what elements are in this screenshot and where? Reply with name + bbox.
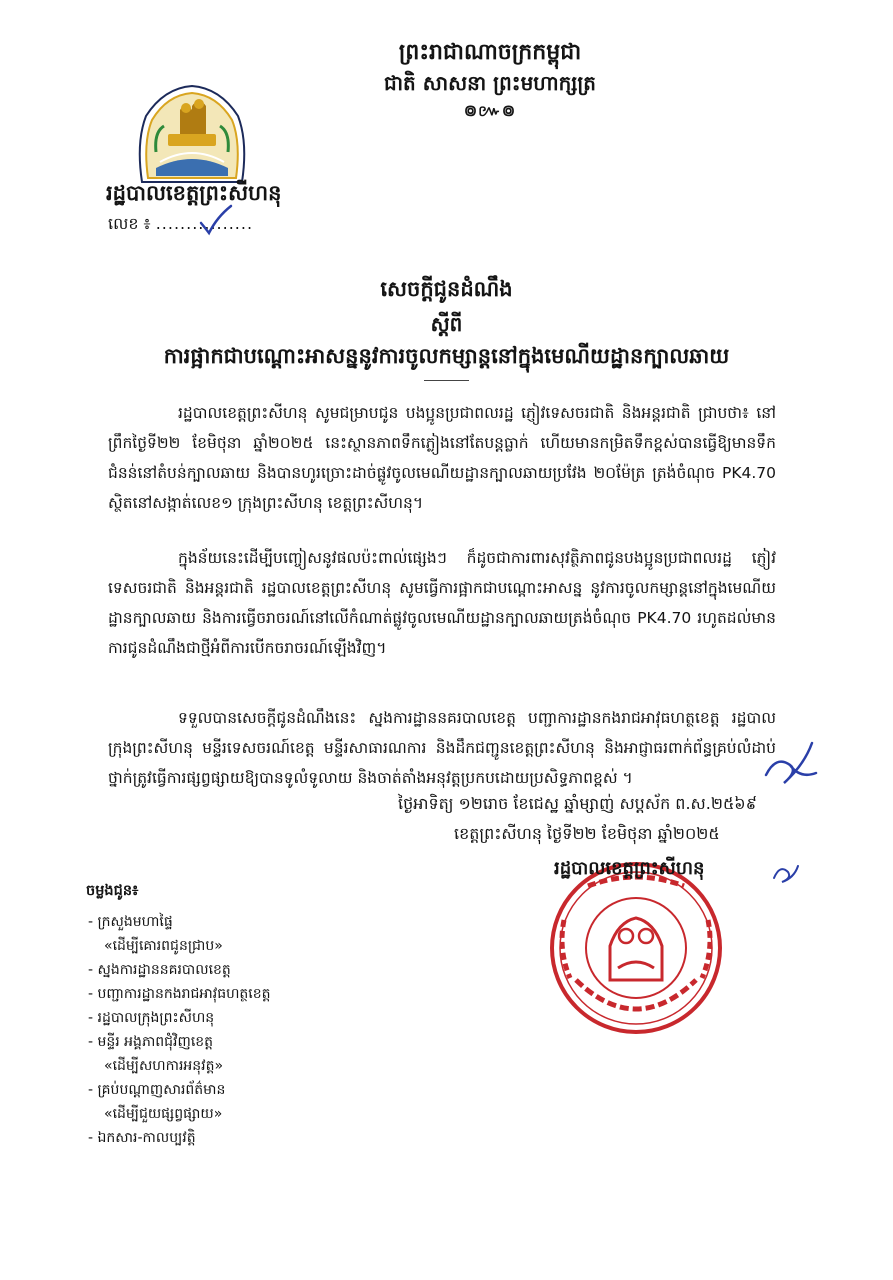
cc-item: - ឯកសារ-កាលប្បវត្តិ	[88, 1130, 196, 1146]
official-seal-icon	[548, 860, 724, 1036]
provincial-emblem-icon	[134, 82, 250, 186]
cc-item: - ក្រសួងមហាផ្ទៃ	[88, 914, 173, 930]
lunar-date: ថ្ងៃអាទិត្យ ១២រោច ខែជេស្ឋ ឆ្នាំម្សាញ់ សប្តស័ក ព.ស.២៥៦៩	[398, 794, 757, 813]
body-paragraph-3: ទទួលបានសេចក្តីជូនដំណឹងនេះ ស្នងការដ្ឋាននគរបាលខេត្ត បញ្ជាការដ្ឋានកងរាជអាវុធហត្ថខេត្ត រដ្ឋបាលក្រុងព្រះសីហនុ មន្ទីរទេសចរណ៍ខេត្ត មន្ទីរសាធារណការ និងដឹកជញ្ជូនខេត្តព្រះសីហនុ និងអាជ្ញាធរពាក់ព័ន្ធគ្រប់លំដាប់ថ្នាក់ត្រូវធ្វើការផ្សព្វផ្សាយឱ្យបានទូលំទូលាយ និងចាត់តាំងអនុវត្តប្រកបដោយប្រសិទ្ធភាពខ្ពស់ ។	[108, 709, 776, 787]
cc-heading: ចម្លងជូន៖	[86, 883, 139, 899]
body-paragraph-1: រដ្ឋបាលខេត្តព្រះសីហនុ សូមជម្រាបជូន បងប្អូនប្រជាពលរដ្ឋ ភ្ញៀវទេសចរជាតិ និងអន្តរជាតិ ជ្រាបថា៖ នៅព្រឹកថ្ងៃទី២២ ខែមិថុនា ឆ្នាំ២០២៥ នេះស្ថានភាពទឹកភ្លៀងនៅតែបន្តធ្លាក់ ហើយមានកម្រិតទឹកខ្ពស់បានធ្វើឱ្យមានទឹកជំនន់នៅតំបន់ក្បាលឆាយ និងបានហូរច្រោះដាច់ផ្លូវចូលមេណីយដ្ឋានក្បាលឆាយប្រវែង ២០ម៉ែត្រ ត្រង់ចំណុច PK4.70 ស្ថិតនៅសង្កាត់លេខ១ ក្រុងព្រះសីហនុ ខេត្តព្រះសីហនុ។	[108, 404, 776, 512]
document-title: សេចក្តីជូនដំណឹង	[380, 277, 513, 301]
cc-item-note: «ដើម្បីជួយផ្សព្វផ្សាយ»	[104, 1106, 223, 1122]
signature-icon	[760, 735, 820, 790]
header-ornament: ៙៚៙	[463, 101, 517, 120]
cc-item-note: «ដើម្បីសហការអនុវត្ត»	[104, 1058, 224, 1074]
cc-item: - មន្ទីរ អង្គភាពជុំវិញខេត្ត	[88, 1034, 214, 1050]
reference-label: លេខ ៖	[108, 214, 151, 233]
initials-icon	[770, 858, 800, 888]
cc-item: - គ្រប់បណ្តាញសារព័ត៌មាន	[88, 1082, 226, 1098]
title-subject-label: ស្តីពី	[430, 312, 463, 336]
sender-name: រដ្ឋបាលខេត្តព្រះសីហនុ	[106, 181, 282, 205]
cc-item: - បញ្ជាការដ្ឋានកងរាជអាវុធហត្ថខេត្ត	[88, 986, 271, 1002]
kingdom-heading: ព្រះរាជាណាចក្រកម្ពុជា	[398, 40, 582, 65]
body-paragraph-2: ក្នុងន័យនេះដើម្បីបញ្ចៀសនូវផលប៉ះពាល់ផ្សេងៗ ក៏ដូចជាការពារសុវត្ថិភាពជូនបងប្អូនប្រជាពលរដ្ឋ ភ្ញៀវទេសចរជាតិ និងអន្តរជាតិ រដ្ឋបាលខេត្តព្រះសីហនុ សូមធ្វើការផ្អាកជាបណ្តោះអាសន្ន នូវការចូលកម្សាន្តនៅក្នុងមេណីយដ្ឋានក្បាលឆាយ និងការធ្វើចរាចរណ៍នៅលើកំណាត់ផ្លូវចូលមេណីយដ្ឋានក្បាលឆាយត្រង់ចំណុច PK4.70 រហូតដល់មានការជូនដំណឹងជាថ្មីអំពីការបើកចរាចរណ៍ឡើងវិញ។	[108, 549, 776, 657]
solar-date: ខេត្តព្រះសីហនុ ថ្ងៃទី២២ ខែមិថុនា ឆ្នាំ២០២៥	[454, 824, 720, 843]
document-subject: ការផ្អាកជាបណ្តោះអាសន្ននូវការចូលកម្សាន្តនៅក្នុងមេណីយដ្ឋានក្បាលឆាយ	[163, 344, 730, 368]
cc-item: - ស្នងការដ្ឋាននគរបាលខេត្ត	[88, 962, 231, 978]
cc-item: - រដ្ឋបាលក្រុងព្រះសីហនុ	[88, 1010, 215, 1026]
reference-blank: ................	[155, 214, 254, 233]
checkmark-icon	[197, 203, 233, 237]
cc-item-note: «ដើម្បីគោរពជូនជ្រាប»	[104, 938, 223, 954]
signer-name: រដ្ឋបាលខេត្តព្រះសីហនុ	[554, 858, 705, 879]
national-motto: ជាតិ សាសនា ព្រះមហាក្សត្រ	[384, 71, 596, 95]
title-divider	[424, 380, 469, 381]
